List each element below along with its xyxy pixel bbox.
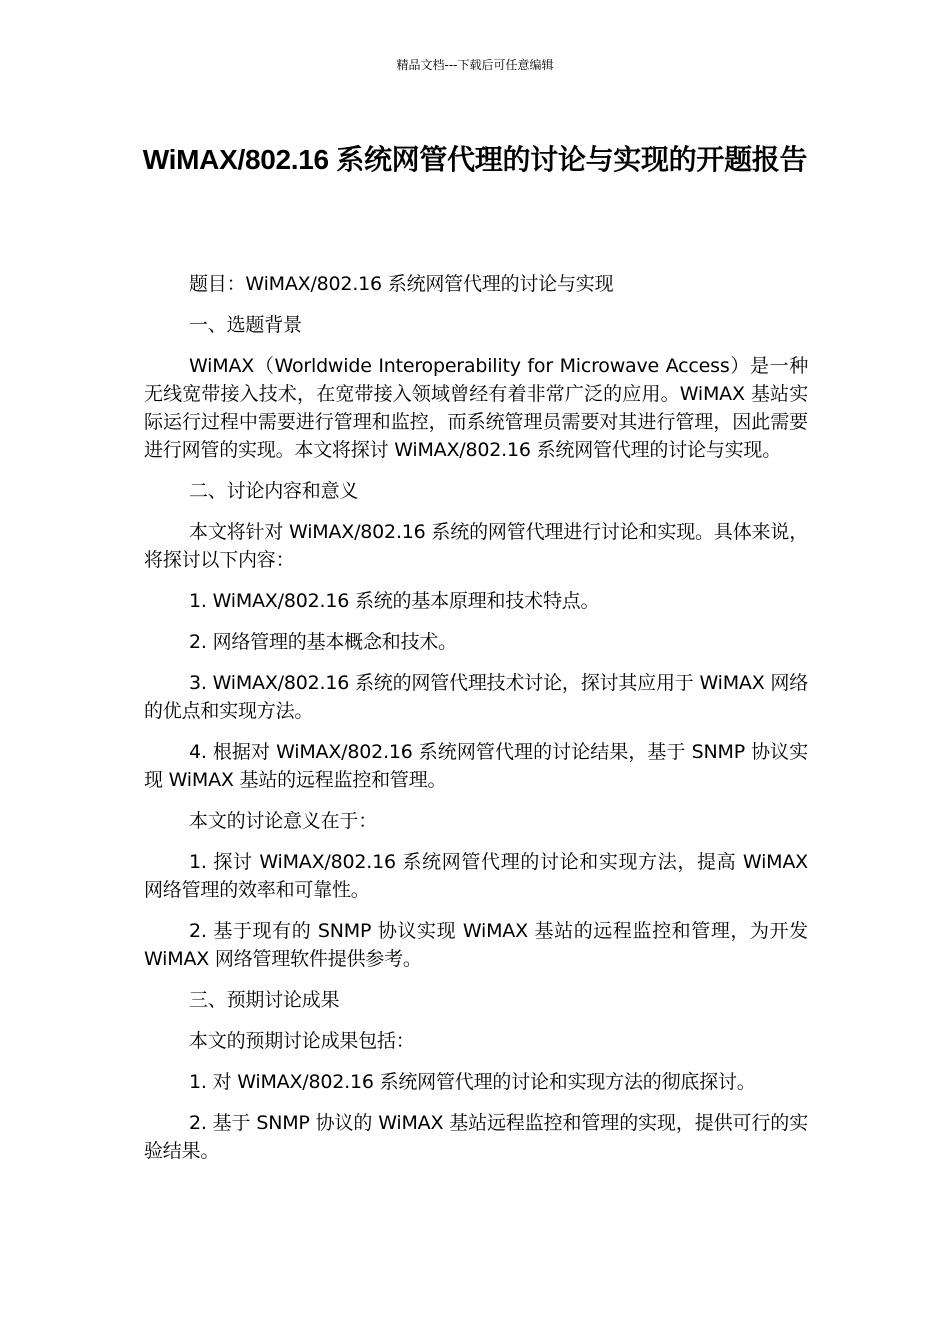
outcomes-intro: 本文的预期讨论成果包括： [189, 1030, 415, 1052]
document-body [144, 270, 808, 1178]
content-item-4: 4. 根据对 WiMAX/802.16 系统网管代理的讨论结果，基于 SNMP 协议实现 WiMAX 基站的远程监控和管理。 [144, 741, 808, 791]
significance-intro: 本文的讨论意义在于： [189, 810, 378, 832]
outcome-item-1: 1. 对 WiMAX/802.16 系统网管代理的讨论和实现方法的彻底探讨。 [189, 1071, 756, 1093]
significance-item-1: 1. 探讨 WiMAX/802.16 系统网管代理的讨论和实现方法，提高 WiMAX 网络管理的效率和可靠性。 [144, 851, 808, 901]
content-item-2: 2. 网络管理的基本概念和技术。 [189, 631, 457, 653]
section-heading-background: 一、选题背景 [189, 314, 302, 336]
section-heading-outcomes: 三、预期讨论成果 [189, 989, 340, 1011]
topic-line: 题目：WiMAX/802.16 系统网管代理的讨论与实现 [189, 273, 614, 295]
document-title: WiMAX/802.16 系统网管代理的讨论与实现的开题报告 [142, 144, 808, 175]
content-intro-paragraph: 本文将针对 WiMAX/802.16 系统的网管代理进行讨论和实现。具体来说，将探讨以下内容： [144, 521, 808, 571]
outcome-item-2: 2. 基于 SNMP 协议的 WiMAX 基站远程监控和管理的实现，提供可行的实验结果。 [144, 1112, 808, 1162]
content-item-3: 3. WiMAX/802.16 系统的网管代理技术讨论，探讨其应用于 WiMAX 网络的优点和实现方法。 [144, 672, 808, 722]
header-note: 精品文档---下载后可任意编辑 [396, 58, 554, 72]
background-paragraph: WiMAX（Worldwide Interoperability for Microwave Access）是一种无线宽带接入技术，在宽带接入领域曾经有着非常广泛的应用。WiMAX 基站实际运行过程中需要进行管理和监控，而系统管理员需要对其进行管理，因此需要进行网管的实现。本文将探讨 WiMAX/802.16 系统网管代理的讨论与实现。 [144, 355, 808, 461]
section-heading-content: 二、讨论内容和意义 [189, 480, 359, 502]
content-item-1: 1. WiMAX/802.16 系统的基本原理和技术特点。 [189, 590, 600, 612]
significance-item-2: 2. 基于现有的 SNMP 协议实现 WiMAX 基站的远程监控和管理，为开发 WiMAX 网络管理软件提供参考。 [144, 920, 808, 970]
